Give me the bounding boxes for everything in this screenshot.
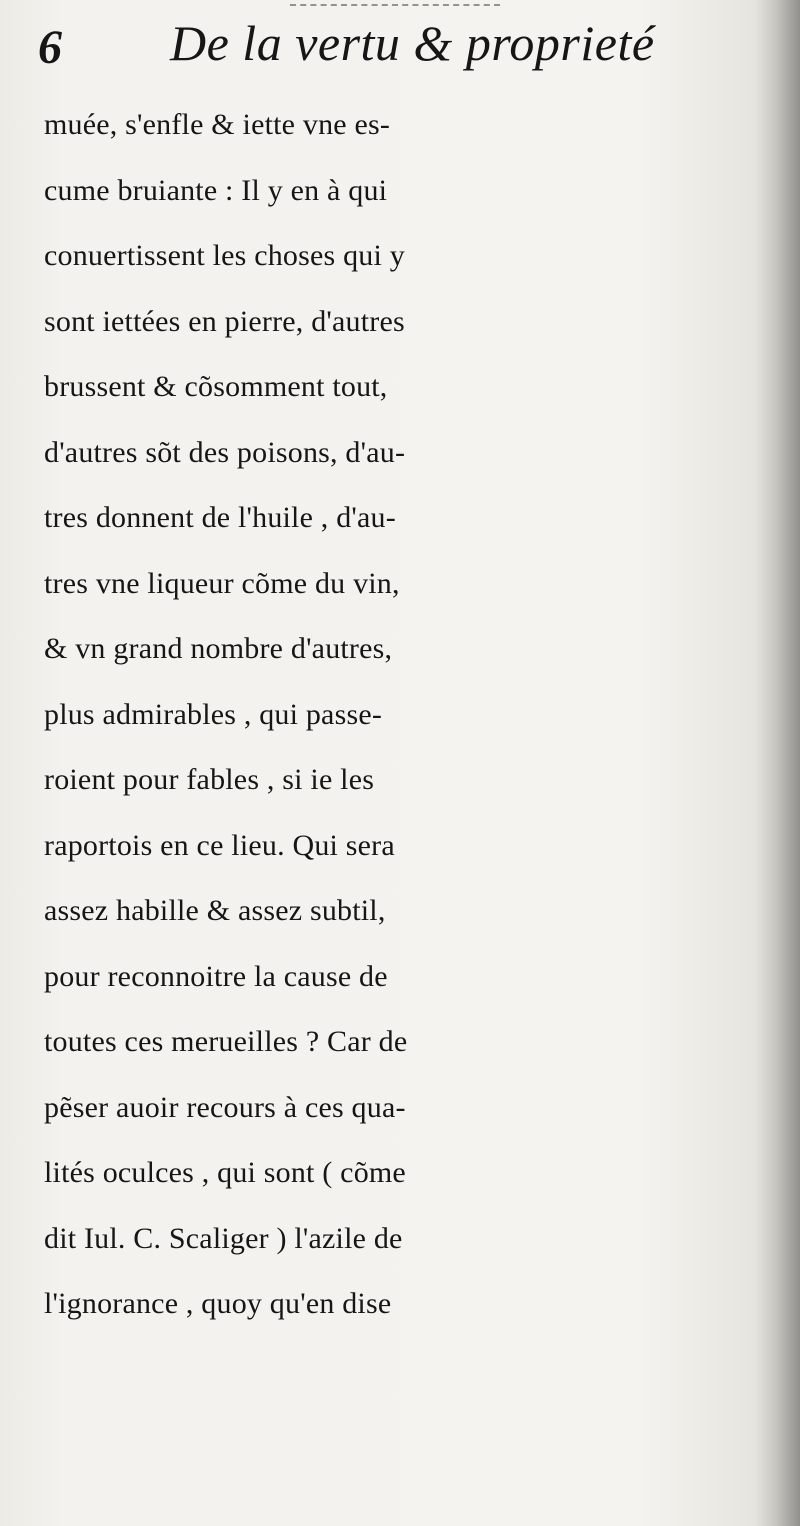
text-line: conuertissent les choses qui y bbox=[44, 239, 405, 272]
text-line: assez habille & assez subtil, bbox=[44, 894, 386, 927]
text-line: plus admirables , qui passe- bbox=[44, 697, 383, 731]
page-number: 6 bbox=[38, 21, 62, 74]
text-line: roient pour fables , si ie les bbox=[44, 763, 375, 796]
text-line: pour reconnoitre la cause de bbox=[44, 959, 388, 993]
text-line: muée, s'enfle & iette vne es- bbox=[44, 108, 391, 141]
text-line: brussent & cõsomment tout, bbox=[44, 370, 388, 403]
text-line: sont iettées en pierre, d'autres bbox=[44, 304, 405, 338]
text-line: pẽser auoir recours à ces qua- bbox=[44, 1090, 406, 1124]
running-head: De la vertu & proprieté bbox=[170, 15, 655, 71]
page-header bbox=[30, 14, 750, 84]
text-line: l'ignorance , quoy qu'en dise bbox=[44, 1287, 392, 1320]
text-line: cume bruiante : Il y en à qui bbox=[44, 173, 388, 207]
text-line: tres donnent de l'huile , d'au- bbox=[44, 501, 396, 534]
top-rule bbox=[290, 4, 500, 9]
body-text bbox=[44, 92, 764, 1337]
text-line: tres vne liqueur cõme du vin, bbox=[44, 566, 400, 600]
text-line: lités oculces , qui sont ( cõme bbox=[44, 1156, 406, 1189]
text-line: raportois en ce lieu. Qui sera bbox=[44, 828, 395, 862]
text-line: & vn grand nombre d'autres, bbox=[44, 632, 393, 665]
text-line: toutes ces merueilles ? Car de bbox=[44, 1025, 408, 1058]
text-line: dit Iul. C. Scaliger ) l'azile de bbox=[44, 1221, 403, 1255]
text-line: d'autres sõt des poisons, d'au- bbox=[44, 435, 406, 469]
